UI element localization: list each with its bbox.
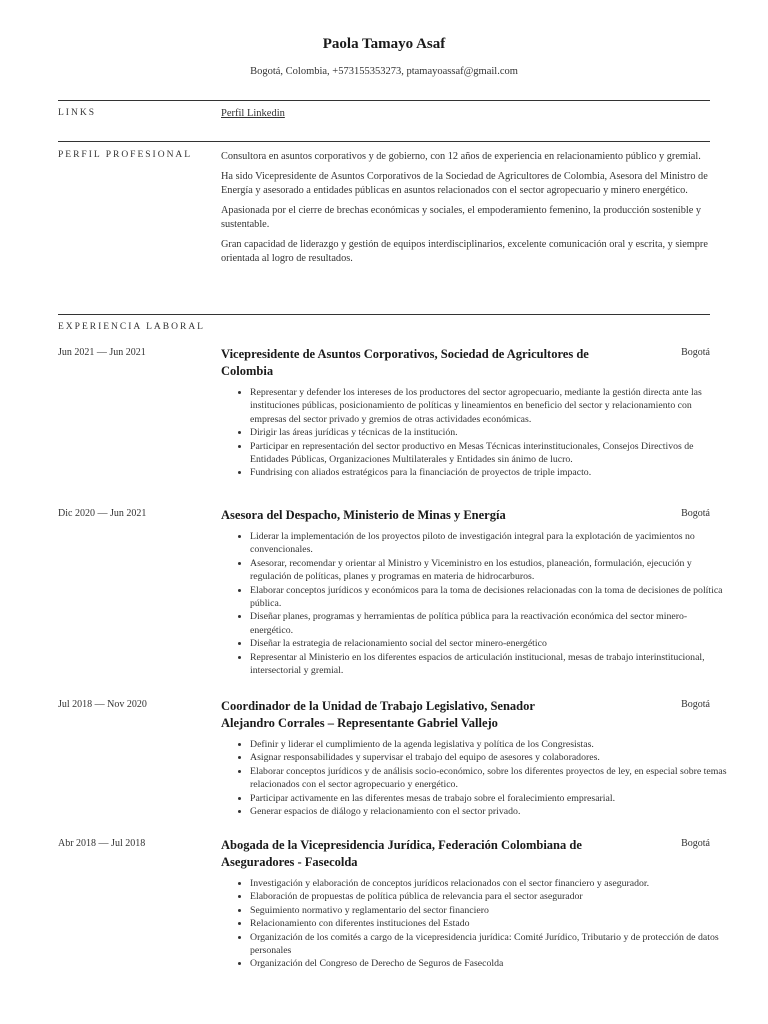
job-bullet: • Seguimiento normativo y reglamentario del sector financiero: [250, 904, 730, 917]
job-bullet: • Participar activamente en las diferentes mesas de trabajo sobre el foralecimiento empresarial.: [250, 792, 730, 805]
job-dates: Jun 2021 — Jun 2021: [58, 347, 146, 358]
job-bullet: • Representar al Ministerio en los diferentes espacios de articulación institucional, mesas de trabajo interinstitucional, intersectorial y gremial.: [250, 651, 730, 678]
job-bullet: • Investigación y elaboración de conceptos jurídicos relacionados con el sector financiero y asegurador.: [250, 877, 730, 890]
job-bullets: [232, 386, 730, 480]
job-bullet: • Representar y defender los intereses de los productores del sector agropecuario, mediante la gestión directa ante las instituciones públicas, posicionamiento de políticas y lineamientos en beneficio del sector y relacionamiento con empresas del sector privado y gremios de otras actividades económicas.: [250, 386, 730, 426]
divider: [58, 314, 710, 315]
job-bullet: • Elaborar conceptos jurídicos y de análisis socio-económico, sobre los diferentes proyectos de ley, en especial sobre temas relacionados con el sector agropecuario y energético.: [250, 765, 730, 792]
job-location: Bogotá: [681, 347, 710, 358]
divider: [58, 141, 710, 142]
job-dates: Jul 2018 — Nov 2020: [58, 699, 147, 710]
job-bullet: • Participar en representación del sector productivo en Mesas Técnicas interinstitucionales, Consejos Directivos de Entidades Públicas, Organizaciones Multilaterales y Entidades sin ánimo de lucro.: [250, 440, 730, 467]
job-bullet: • Liderar la implementación de los proyectos piloto de investigación integral para la explotación de yacimientos no convencionales.: [250, 530, 730, 557]
job-bullet: • Organización de los comités a cargo de la vicepresidencia jurídica: Comité Jurídico, Tributario y de protección de datos personales: [250, 931, 730, 958]
job-location: Bogotá: [681, 508, 710, 519]
job-bullet: • Elaborar conceptos jurídicos y económicos para la toma de decisiones relacionadas con la toma de decisiones de política pública.: [250, 584, 730, 611]
section-label-experience: EXPERIENCIA LABORAL: [58, 322, 205, 332]
profile-paragraph: Apasionada por el cierre de brechas económicas y sociales, el empoderamiento femenino, la producción sostenible y sustentable.: [221, 205, 702, 230]
job-dates: Abr 2018 — Jul 2018: [58, 838, 146, 849]
job-title: Vicepresidente de Asuntos Corporativos, Sociedad de Agricultores de Colombia: [221, 347, 589, 378]
job-bullet: • Diseñar planes, programas y herramientas de política pública para la reactivación económica del sector minero-energético.: [250, 610, 730, 637]
linkedin-link[interactable]: Perfil Linkedin: [221, 108, 285, 119]
section-label-links: LINKS: [58, 108, 96, 118]
job-bullet: • Fundrising con aliados estratégicos para la financiación de proyectos de triple impacto.: [250, 466, 730, 479]
contact-info: Bogotá, Colombia, +573155353273, ptamayoassaf@gmail.com: [250, 66, 518, 77]
job-bullet: • Diseñar la estrategia de relacionamiento social del sector minero-energético: [250, 637, 730, 650]
job-bullet: • Asignar responsabilidades y supervisar el trabajo del equipo de asesores y colaboradores.: [250, 751, 730, 764]
candidate-name: Paola Tamayo Asaf: [322, 36, 446, 52]
profile-paragraph: Gran capacidad de liderazgo y gestión de equipos interdisciplinarios, excelente comunicación oral y escrita, y siempre orientada al logro de resultados.: [221, 239, 708, 264]
job-bullet: • Definir y liderar el cumplimiento de la agenda legislativa y política de los Congresistas.: [250, 738, 730, 751]
job-location: Bogotá: [681, 838, 710, 849]
job-bullets: [232, 738, 730, 818]
job-bullet: • Dirigir las áreas jurídicas y técnicas de la institución.: [250, 426, 730, 439]
job-dates: Dic 2020 — Jun 2021: [58, 508, 147, 519]
job-location: Bogotá: [681, 699, 710, 710]
job-title: Coordinador de la Unidad de Trabajo Legislativo, Senador Alejandro Corrales – Representante Gabriel Vallejo: [221, 699, 535, 730]
profile-summary: [221, 150, 711, 272]
job-title: Asesora del Despacho, Ministerio de Minas y Energía: [221, 508, 506, 522]
job-bullets: [232, 530, 730, 677]
divider: [58, 100, 710, 101]
profile-paragraph: Consultora en asuntos corporativos y de gobierno, con 12 años de experiencia en relacionamiento público y gremial.: [221, 151, 701, 162]
job-bullet: • Generar espacios de diálogo y relacionamiento con el sector privado.: [250, 805, 730, 818]
job-title: Abogada de la Vicepresidencia Jurídica, Federación Colombiana de Aseguradores - Fasecolda: [221, 838, 582, 869]
section-label-profile: PERFIL PROFESIONAL: [58, 150, 193, 160]
profile-paragraph: Ha sido Vicepresidente de Asuntos Corporativos de la Sociedad de Agricultores de Colombia, Asesora del Ministro de Energía y asesorado a entidades públicas en asuntos relacionados con el sector agropecuario y minero energético.: [221, 171, 708, 196]
job-bullets: [232, 877, 730, 971]
job-bullet: • Relacionamiento con diferentes instituciones del Estado: [250, 917, 730, 930]
job-bullet: • Asesorar, recomendar y orientar al Ministro y Viceministro en los estudios, planeación, formulación, ejecución y regulación de políticas, planes y programas en materia de hidrocarburos.: [250, 557, 730, 584]
job-bullet: • Organización del Congreso de Derecho de Seguros de Fasecolda: [250, 957, 730, 970]
job-bullet: • Elaboración de propuestas de política pública de relevancia para el sector asegurador: [250, 890, 730, 903]
